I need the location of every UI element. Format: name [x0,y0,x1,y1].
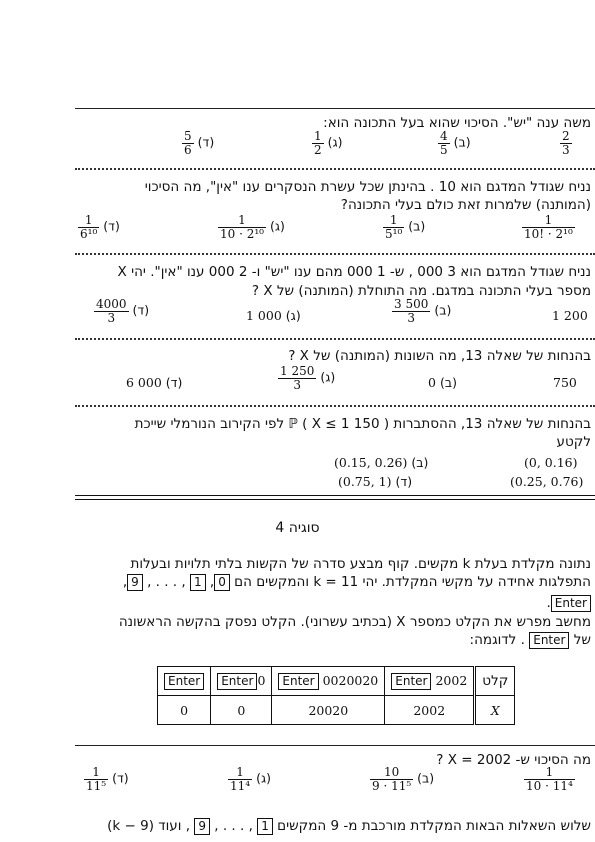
table-row [158,667,515,696]
key-9: 9 [127,574,143,591]
key-enter: Enter [551,595,591,612]
table-cell-value: 0 [158,696,211,725]
table-cell-input: 0Enter [211,667,272,696]
top-rule [75,108,595,109]
q4-option-c: $\frac{1 250}{3}$ (ג) [280,364,336,392]
q6-option-d: $\frac{1}{\text{11⁵}}$ (ד) [86,765,129,793]
q6-option-c: $\frac{1}{\text{11⁴}}$ (ג) [230,765,272,793]
section-paragraph-line2: התפלגות אחידה על מקשי המקלדת. יהי k = 11 והמקשים הם 0, 1 , . . . , 9, [122,574,591,590]
divider-dots [75,405,595,407]
table-header-x: X [475,696,515,725]
table-header-input: קלט [475,667,515,696]
key-enter: Enter [529,632,569,649]
divider-dots [75,338,595,340]
q5-option-b: (0.15, 0.26) (ב) [334,455,429,470]
q6-option-b: $\frac{10}{\text{9 · 11⁵}}$ (ב) [372,765,435,793]
table-cell-value: 2002 [385,696,475,725]
table-cell-value: 0 [211,696,272,725]
key-1: 1 [257,818,273,835]
section-paragraph-line3: Enter. [0,595,591,612]
key-enter: Enter [217,673,257,690]
q6-stem: מה הסיכוי ש- X = 2002 ? [436,752,591,768]
q3-option-b: $\frac{3 500}{3}$ (ב) [394,297,452,325]
q5-option-c: (0.25, 0.76) [510,474,584,489]
divider-dots [75,253,595,255]
bottom-paragraph-line: שלוש השאלות הבאות המקלדת מורכבת מ- 9 המקשים 1 , . . . , 9 , ועוד (k − 9) [107,818,591,834]
key-enter: Enter [278,673,318,690]
table-cell-value: 20020 [272,696,385,725]
q3-option-d: $\frac{4000}{3}$ (ד) [96,297,150,325]
key-enter: Enter [391,673,431,690]
key-enter: Enter [164,673,204,690]
table-row [158,696,515,725]
section-paragraph-line4: מחשב מפרש את הקלט כמספר X (בכתיב עשרוני). הקלט נפסק בהקשה הראשונה [118,614,591,630]
q2-option-d: $\frac{1}{\text{6¹⁰}}$ (ד) [80,213,120,241]
example-table [157,666,515,725]
q2-option-a: $\frac{1}{\text{10! · 2¹⁰}}$ [524,213,573,241]
table-cell-input: 0020020 Enter [272,667,385,696]
section-title: סוגיה 4 [275,520,320,536]
q1-option-d: $\frac{5}{6}$ (ד) [184,129,215,157]
q2-option-b: $\frac{1}{\text{5¹⁰}}$ (ב) [385,213,426,241]
section-paragraph-line5: של Enter . לדוגמה: [469,632,591,648]
q1-stem: משה ענה "יש". הסיכוי שהוא בעל התכונה הוא: [323,115,591,131]
q3-stem-line1: נניח שגודל המדגם הוא 3 000 , ש- 1 000 מהם ענו "יש" ו- 2 000 ענו "אין". יהי X [117,264,591,280]
q4-stem: בהנחות של שאלה 13, מה השונות (המותנה) של X ? [288,348,591,364]
table-cell-input: 2002 Enter [385,667,475,696]
q4-option-a: 750 [553,375,577,390]
q3-option-c: 1 000 (ג) [246,308,301,323]
q3-option-a: 1 200 [552,308,588,323]
question-rule [75,745,595,746]
q5-stem-line2: לקטע [556,434,591,450]
q5-option-d: (0.75, 1) (ד) [338,474,413,489]
section-double-rule [75,495,595,500]
q2-stem-line2: (המותנה) שלמרות זאת כולם בעלי התכונה? [340,197,591,213]
key-1: 1 [190,574,206,591]
q5-option-a: (0, 0.16) [524,455,578,470]
q1-option-a: $\frac{2}{3}$ [562,129,570,157]
key-9: 9 [194,818,210,835]
q1-option-c: $\frac{1}{2}$ (ג) [314,129,343,157]
q4-option-b: 0 (ב) [428,375,457,390]
q1-option-b: $\frac{4}{5}$ (ב) [440,129,471,157]
section-paragraph-line1: נתונה מקלדת בעלת k מקשים. קוף מבצע סדרה של הקשות בלתי תלויות ובעלות [130,556,591,572]
table-cell-input [158,667,211,696]
divider-dots [75,168,595,170]
key-0: 0 [214,574,230,591]
q6-option-a: $\frac{1}{\text{10 · 11⁴}}$ [526,765,573,793]
q4-option-d: 6 000 (ד) [126,375,183,390]
q2-option-c: $\frac{1}{\text{10 · 2¹⁰}}$ (ג) [220,213,285,241]
q3-stem-line2: מספר בעלי התכונה במדגם. מה התוחלת (המותנה) של X ? [251,283,591,299]
q5-stem-line1: בהנחות של שאלה 13, ההסתברות ℙ ( X ≤ 1 150 ) לפי הקירוב הנורמלי שייכת [134,416,591,432]
q2-stem-line1: נניח שגודל המדגם הוא 10 . בהינתן שכל עשרת הנסקרים ענו "אין", מה הסיכוי [144,179,591,195]
